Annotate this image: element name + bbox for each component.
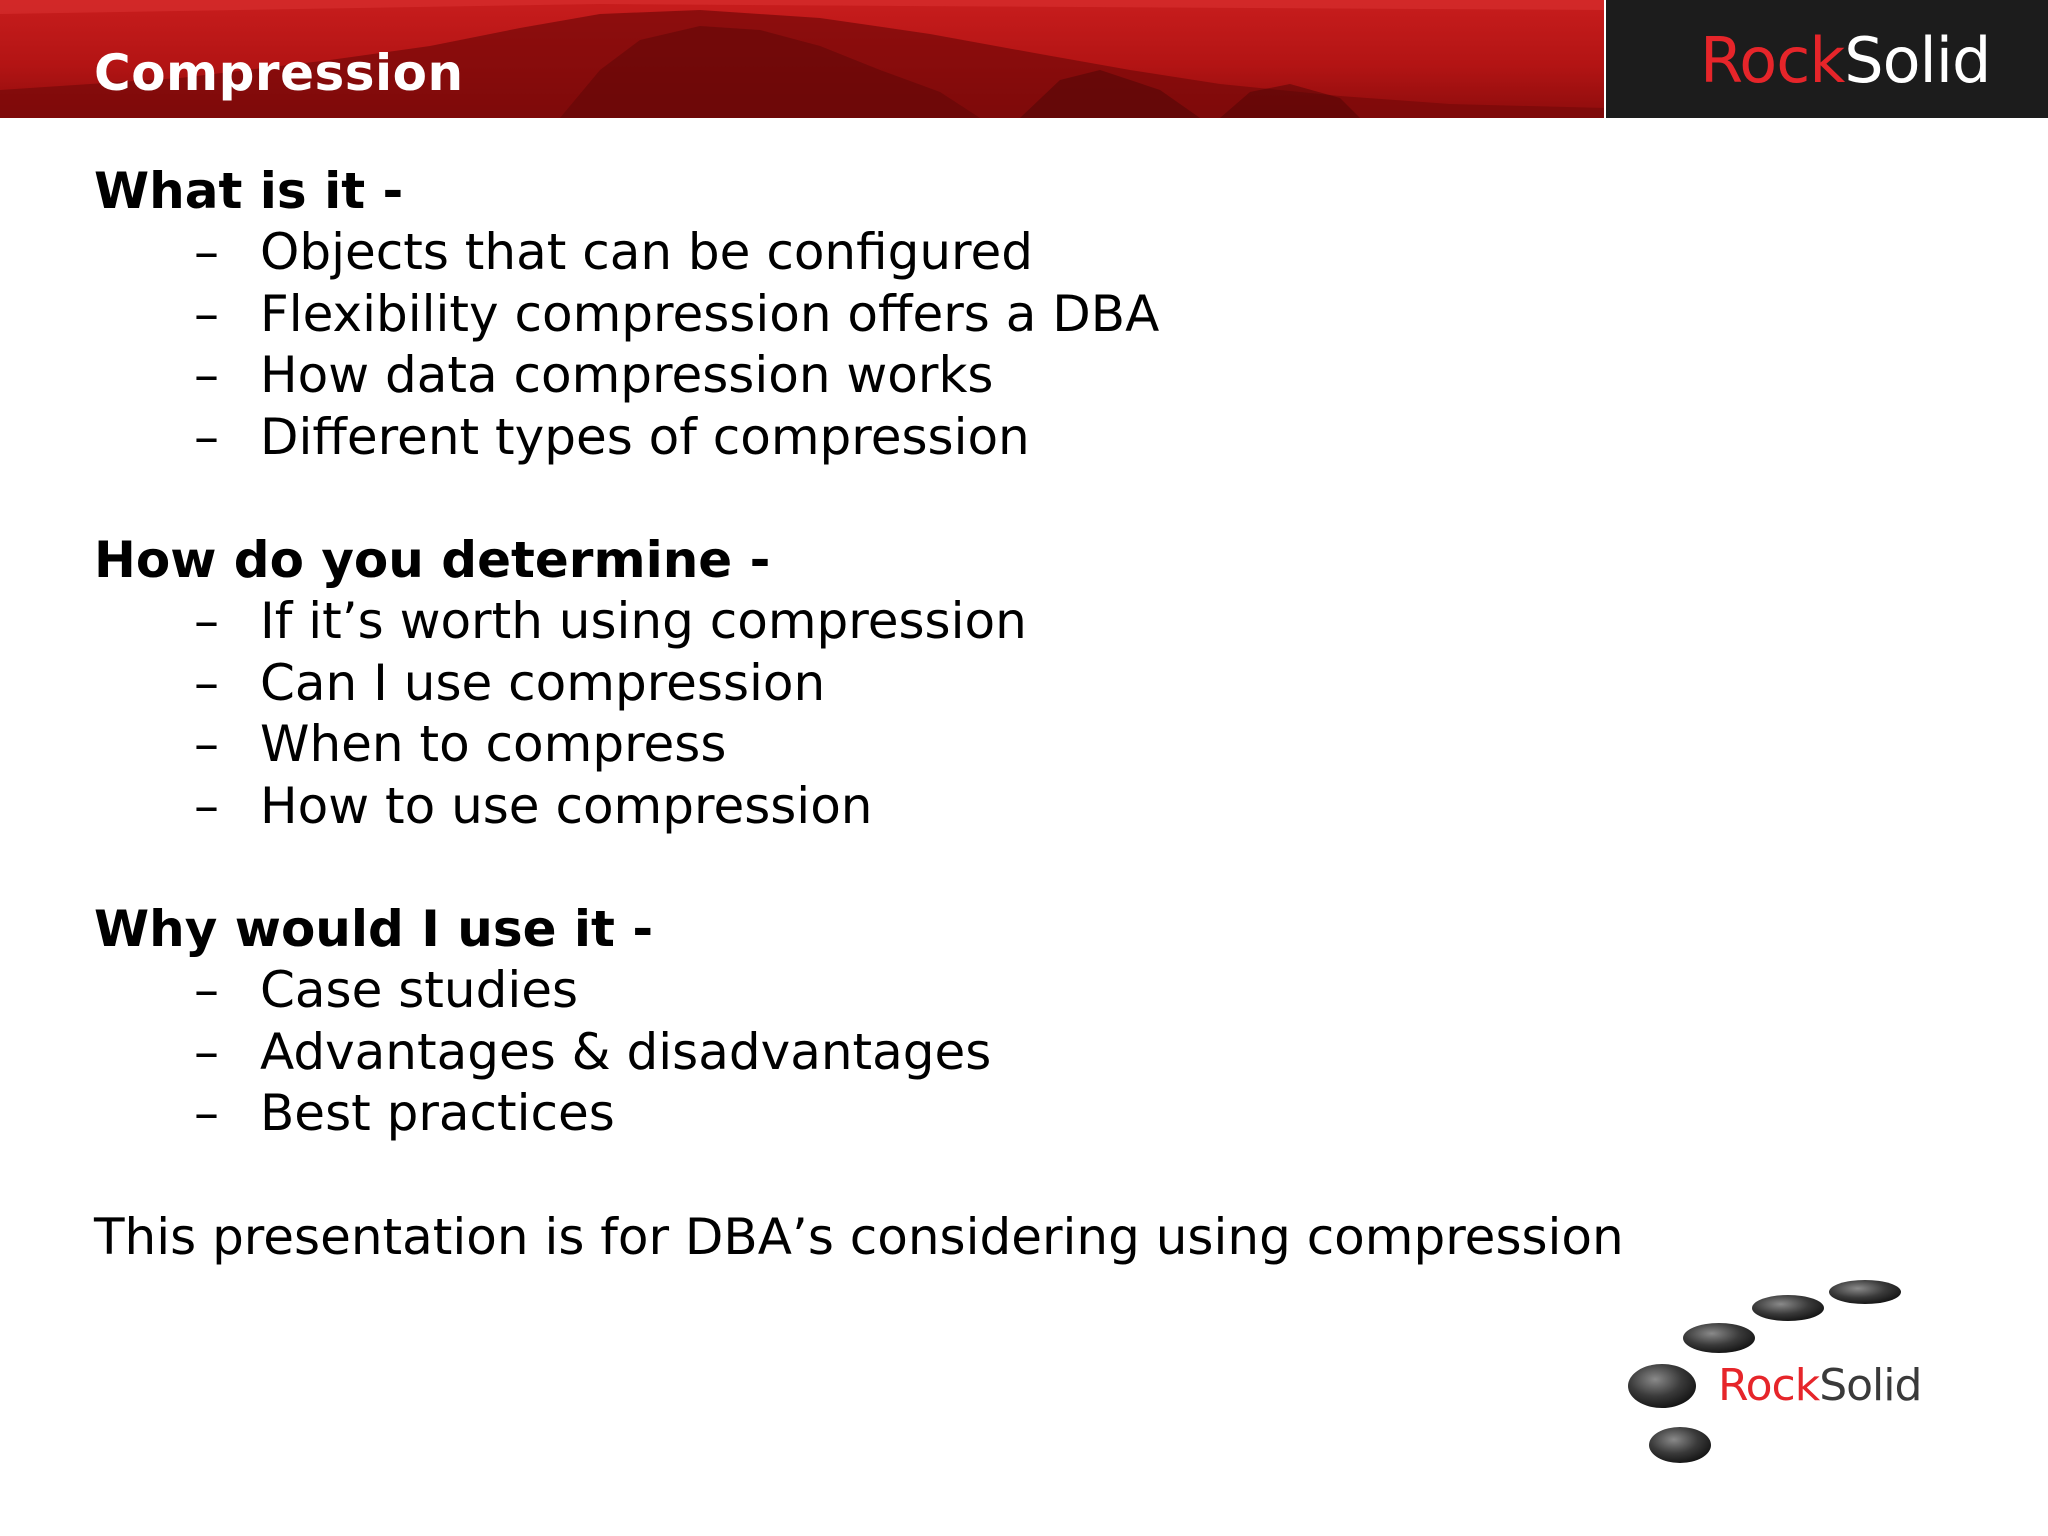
bullet-text: Case studies xyxy=(260,961,579,1019)
dash-bullet-icon: – xyxy=(194,715,219,773)
dash-bullet-icon: – xyxy=(194,223,219,281)
bullet-text: Flexibility compression offers a DBA xyxy=(260,284,1160,343)
bullet-text: Different types of compression xyxy=(260,407,1030,466)
section-why-use xyxy=(94,898,1894,1145)
section-spacer xyxy=(94,837,1894,898)
section-heading: How do you determine - xyxy=(94,531,771,589)
section-heading: Why would I use it - xyxy=(94,900,654,958)
bullet-item xyxy=(94,407,1894,469)
closing-statement: This presentation is for DBA’s considering using compression xyxy=(94,1207,1624,1266)
bullet-item xyxy=(94,222,1894,284)
logo-rock-text: Rock xyxy=(1718,1360,1820,1411)
bullet-text: Advantages & disadvantages xyxy=(260,1022,992,1081)
bullet-item xyxy=(94,776,1894,838)
slide-body xyxy=(94,160,1894,1268)
section-heading: What is it - xyxy=(94,162,404,220)
section-what-is-it xyxy=(94,160,1894,468)
dash-bullet-icon: – xyxy=(194,776,219,835)
dash-bullet-icon: – xyxy=(194,961,219,1019)
dash-bullet-icon: – xyxy=(194,592,219,650)
bullet-text: Can I use compression xyxy=(260,653,826,712)
bullet-list xyxy=(94,591,1894,837)
bullet-item xyxy=(94,284,1894,346)
bullet-text: How data compression works xyxy=(260,346,994,404)
bullet-text: When to compress xyxy=(260,715,727,773)
rocksolid-logo xyxy=(1620,1270,1922,1480)
section-spacer xyxy=(94,468,1894,529)
dash-bullet-icon: – xyxy=(194,1084,219,1142)
dash-bullet-icon: – xyxy=(194,407,219,466)
section-how-determine xyxy=(94,529,1894,837)
logo-wordmark xyxy=(1718,1360,1921,1411)
brand-rock-text: Rock xyxy=(1700,24,1845,97)
header-banner xyxy=(0,0,1604,118)
bullet-list xyxy=(94,960,1894,1145)
bullet-item xyxy=(94,1083,1894,1145)
dash-bullet-icon: – xyxy=(194,284,219,343)
logo-solid-text: Solid xyxy=(1819,1360,1922,1411)
slide-title: Compression xyxy=(94,44,464,102)
bullet-item xyxy=(94,1022,1894,1084)
bullet-text: Best practices xyxy=(260,1084,615,1142)
bullet-item xyxy=(94,345,1894,407)
brand-header-box xyxy=(1606,0,2048,118)
bullet-item xyxy=(94,591,1894,653)
brand-solid-text: Solid xyxy=(1844,24,1991,97)
bullet-item xyxy=(94,653,1894,715)
bullet-list xyxy=(94,222,1894,468)
dash-bullet-icon: – xyxy=(194,1022,219,1081)
bullet-text: If it’s worth using compression xyxy=(260,592,1027,650)
dash-bullet-icon: – xyxy=(194,653,219,712)
brand-logo-text xyxy=(1700,24,1990,97)
dash-bullet-icon: – xyxy=(194,346,219,404)
bullet-item xyxy=(94,960,1894,1022)
bullet-text: Objects that can be configured xyxy=(260,223,1033,281)
bullet-text: How to use compression xyxy=(260,776,873,835)
section-spacer xyxy=(94,1145,1894,1206)
bullet-item xyxy=(94,714,1894,776)
